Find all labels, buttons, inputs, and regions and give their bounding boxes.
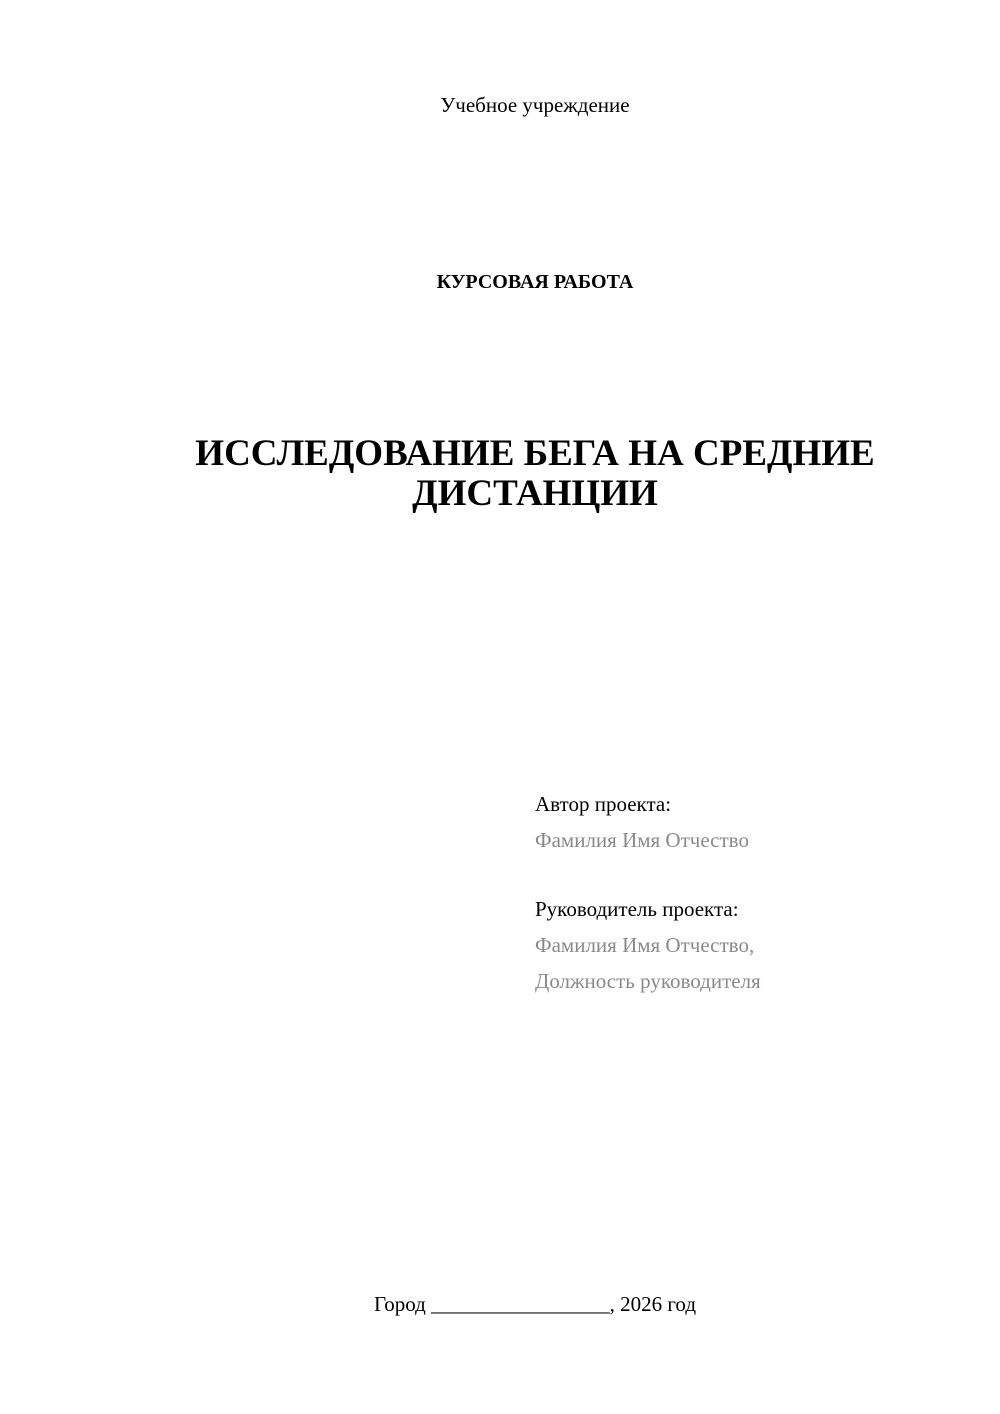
institution-name: Учебное учреждение — [440, 93, 630, 117]
supervisor-name: Фамилия Имя Отчество, — [535, 933, 755, 957]
author-label: Автор проекта: — [535, 792, 672, 816]
city-blank: _________________ — [431, 1292, 610, 1316]
author-name: Фамилия Имя Отчество — [535, 828, 749, 852]
supervisor-position: Должность руководителя — [535, 969, 761, 993]
document-type: КУРСОВАЯ РАБОТА — [436, 271, 634, 293]
city-year-line — [0, 1288, 1000, 1320]
document-title: ИССЛЕДОВАНИЕ БЕГА НА СРЕДНИЕ ДИСТАНЦИИ — [195, 433, 875, 514]
supervisor-block — [535, 891, 975, 999]
city-label: Город — [373, 1292, 426, 1316]
year-text: , 2026 год — [609, 1292, 697, 1316]
author-block — [535, 786, 975, 858]
supervisor-label: Руководитель проекта: — [535, 897, 739, 921]
